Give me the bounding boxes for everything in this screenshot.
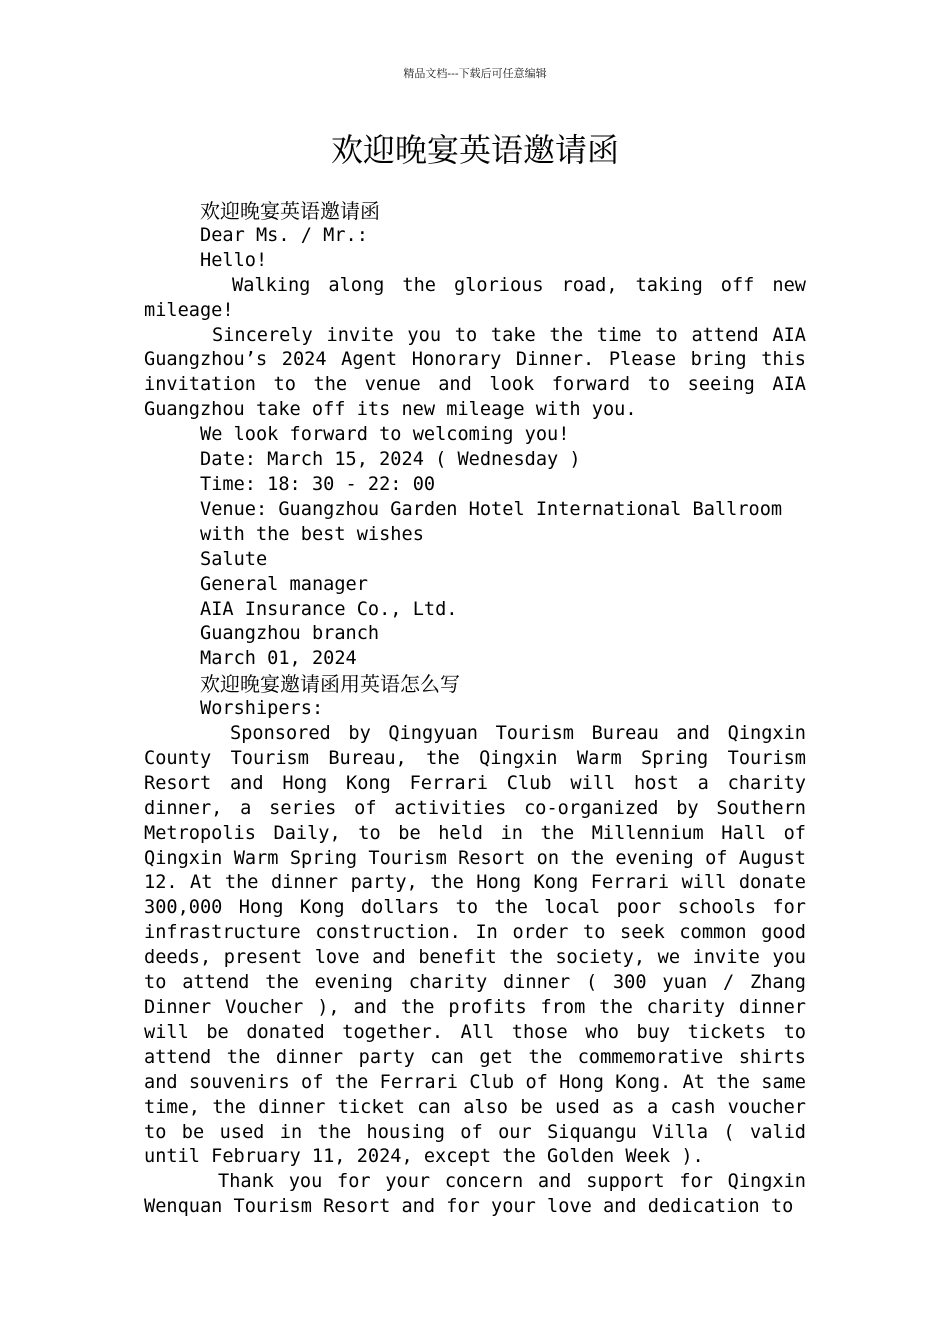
wishes-line: with the best wishes [200, 523, 424, 545]
sponsored-paragraph: Sponsored by Qingyuan Tourism Bureau and Qingxin County Tourism Bureau, the Qingxin Warm Spring Tourism Resort and Hong Kong Ferrari Club will host a charity dinner, a series of activities co-organized by Southern Metropolis Daily, to be held in the Millennium Hall of Qingxin Warm Spring Tourism Resort on the evening of August 12. At the dinner party, the Hong Kong Ferrari will donate 300,000 Hong Kong dollars to the local poor schools for infrastructure construction. In order to seek common good deeds, present love and benefit the society, we invite you to attend the evening charity dinner ( 300 yuan / Zhang Dinner Voucher ), and the profits from the charity dinner will be donated together. All those who buy tickets to attend the dinner party can get the commemorative shirts and souvenirs of the Ferrari Club of Hong Kong. At the same time, the dinner ticket can also be used as a cash voucher to be used in the housing of our Siquangu Villa ( valid until February 11, 2024, except the Golden Week ). [144, 723, 806, 1168]
manager-line: General manager [200, 573, 368, 595]
thank-you-paragraph: Thank you for your concern and support for Qingxin Wenquan Tourism Resort and for your love and dedication to [144, 1171, 806, 1218]
sign-date-line: March 01, 2024 [200, 648, 357, 670]
hello-line: Hello! [200, 249, 268, 271]
worshipers-line: Worshipers: [200, 698, 324, 720]
document-title: 欢迎晚宴英语邀请函 [330, 131, 619, 169]
salute-line: Salute [200, 548, 268, 570]
walking-paragraph: Walking along the glorious road, taking off new mileage! [144, 274, 806, 321]
greeting-line: Dear Ms. / Mr.: [200, 224, 368, 246]
time-line: Time: 18: 30 - 22: 00 [200, 473, 436, 495]
section2-title: 欢迎晚宴邀请函用英语怎么写 [200, 672, 460, 697]
branch-line: Guangzhou branch [200, 623, 380, 645]
venue-line: Venue: Guangzhou Garden Hotel International Ballroom [200, 498, 783, 520]
document-body [144, 199, 806, 1220]
page-header: 精品文档---下载后可任意编辑 [403, 67, 547, 80]
company-line: AIA Insurance Co., Ltd. [200, 598, 458, 620]
subtitle-line: 欢迎晚宴英语邀请函 [200, 199, 380, 223]
date-line: Date: March 15, 2024 ( Wednesday ) [200, 449, 581, 471]
welcome-line: We look forward to welcoming you! [200, 424, 570, 446]
invitation-paragraph: Sincerely invite you to take the time to attend AIA Guangzhou’s 2024 Agent Honorary Dinner. Please bring this invitation to the venue and look forward to seeing AIA Guangzhou take off its new mileage with you. [144, 324, 806, 421]
